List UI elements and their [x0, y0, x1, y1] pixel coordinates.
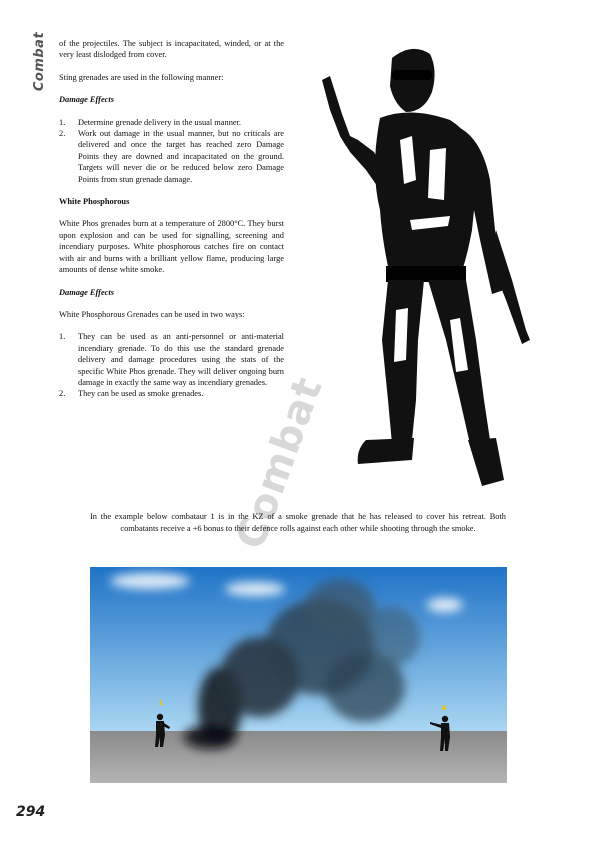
list-item: [59, 117, 284, 128]
list-item: [59, 128, 284, 185]
combatant-a-marker: A: [441, 704, 447, 712]
numbered-list: [59, 117, 284, 185]
paragraph: of the projectiles. The subject is incapacitated, winded, or at the very least dislodged from cover.: [59, 39, 284, 60]
combatant-1-marker: 1: [158, 699, 164, 707]
paragraph: White Phos grenades burn at a temperature of 2800°C. They burst upon explosion and can be used for signalling, screening and incendiary purposes. White phosphorous catches fire on contact with air and burns with a brilliant yellow flame, producing large amounts of dense white smoke.: [59, 219, 284, 275]
soldier-illustration: [300, 40, 550, 510]
list-item-text: Determine grenade delivery in the usual manner.: [78, 117, 242, 127]
numbered-list: [59, 331, 284, 399]
list-item-text: They can be used as smoke grenades.: [78, 389, 204, 399]
list-number: 2.: [59, 129, 66, 139]
watermark: Combat: [227, 370, 332, 556]
section-heading: White Phosphorous: [59, 197, 130, 207]
paragraph: Sting grenades are used in the following manner:: [59, 72, 224, 82]
list-number: 1.: [59, 117, 66, 127]
text-column: [59, 38, 284, 400]
list-item-text: They can be used as an anti-personnel or anti-material incendiary grenade. To do this use the standard grenade delivery and damage procedures using the stats of the specific White Phos grenade. They will deliver ongoing burn damage in exactly the same way as incendiary grenades.: [78, 332, 284, 387]
list-item-text: Work out damage in the usual manner, but no criticals are delivered and once the target has reached zero Damage Points they are downed and incapacitated on the ground. Targets will never die or be reduced below zero Damage Points from stun grenade damage.: [78, 129, 284, 184]
list-number: 1.: [59, 332, 66, 342]
list-item: [59, 331, 284, 388]
chapter-side-tab: [30, 31, 50, 94]
figure-caption: In the example below combataur 1 is in the KZ of a smoke grenade that he has released to cover his retreat. Both combatants receive a +6 bonus to their defence rolls against each other while shooting through the smoke.: [90, 512, 506, 533]
smoke-scene-image: [90, 567, 507, 783]
list-number: 2.: [59, 389, 66, 399]
section-heading: Damage Effects: [59, 95, 114, 105]
paragraph: White Phosphorous Grenades can be used in two ways:: [59, 309, 245, 319]
chapter-side-tab-label: Combat: [32, 31, 48, 92]
list-item: [59, 388, 284, 399]
page-number: 294: [16, 804, 46, 820]
section-heading: Damage Effects: [59, 287, 114, 297]
